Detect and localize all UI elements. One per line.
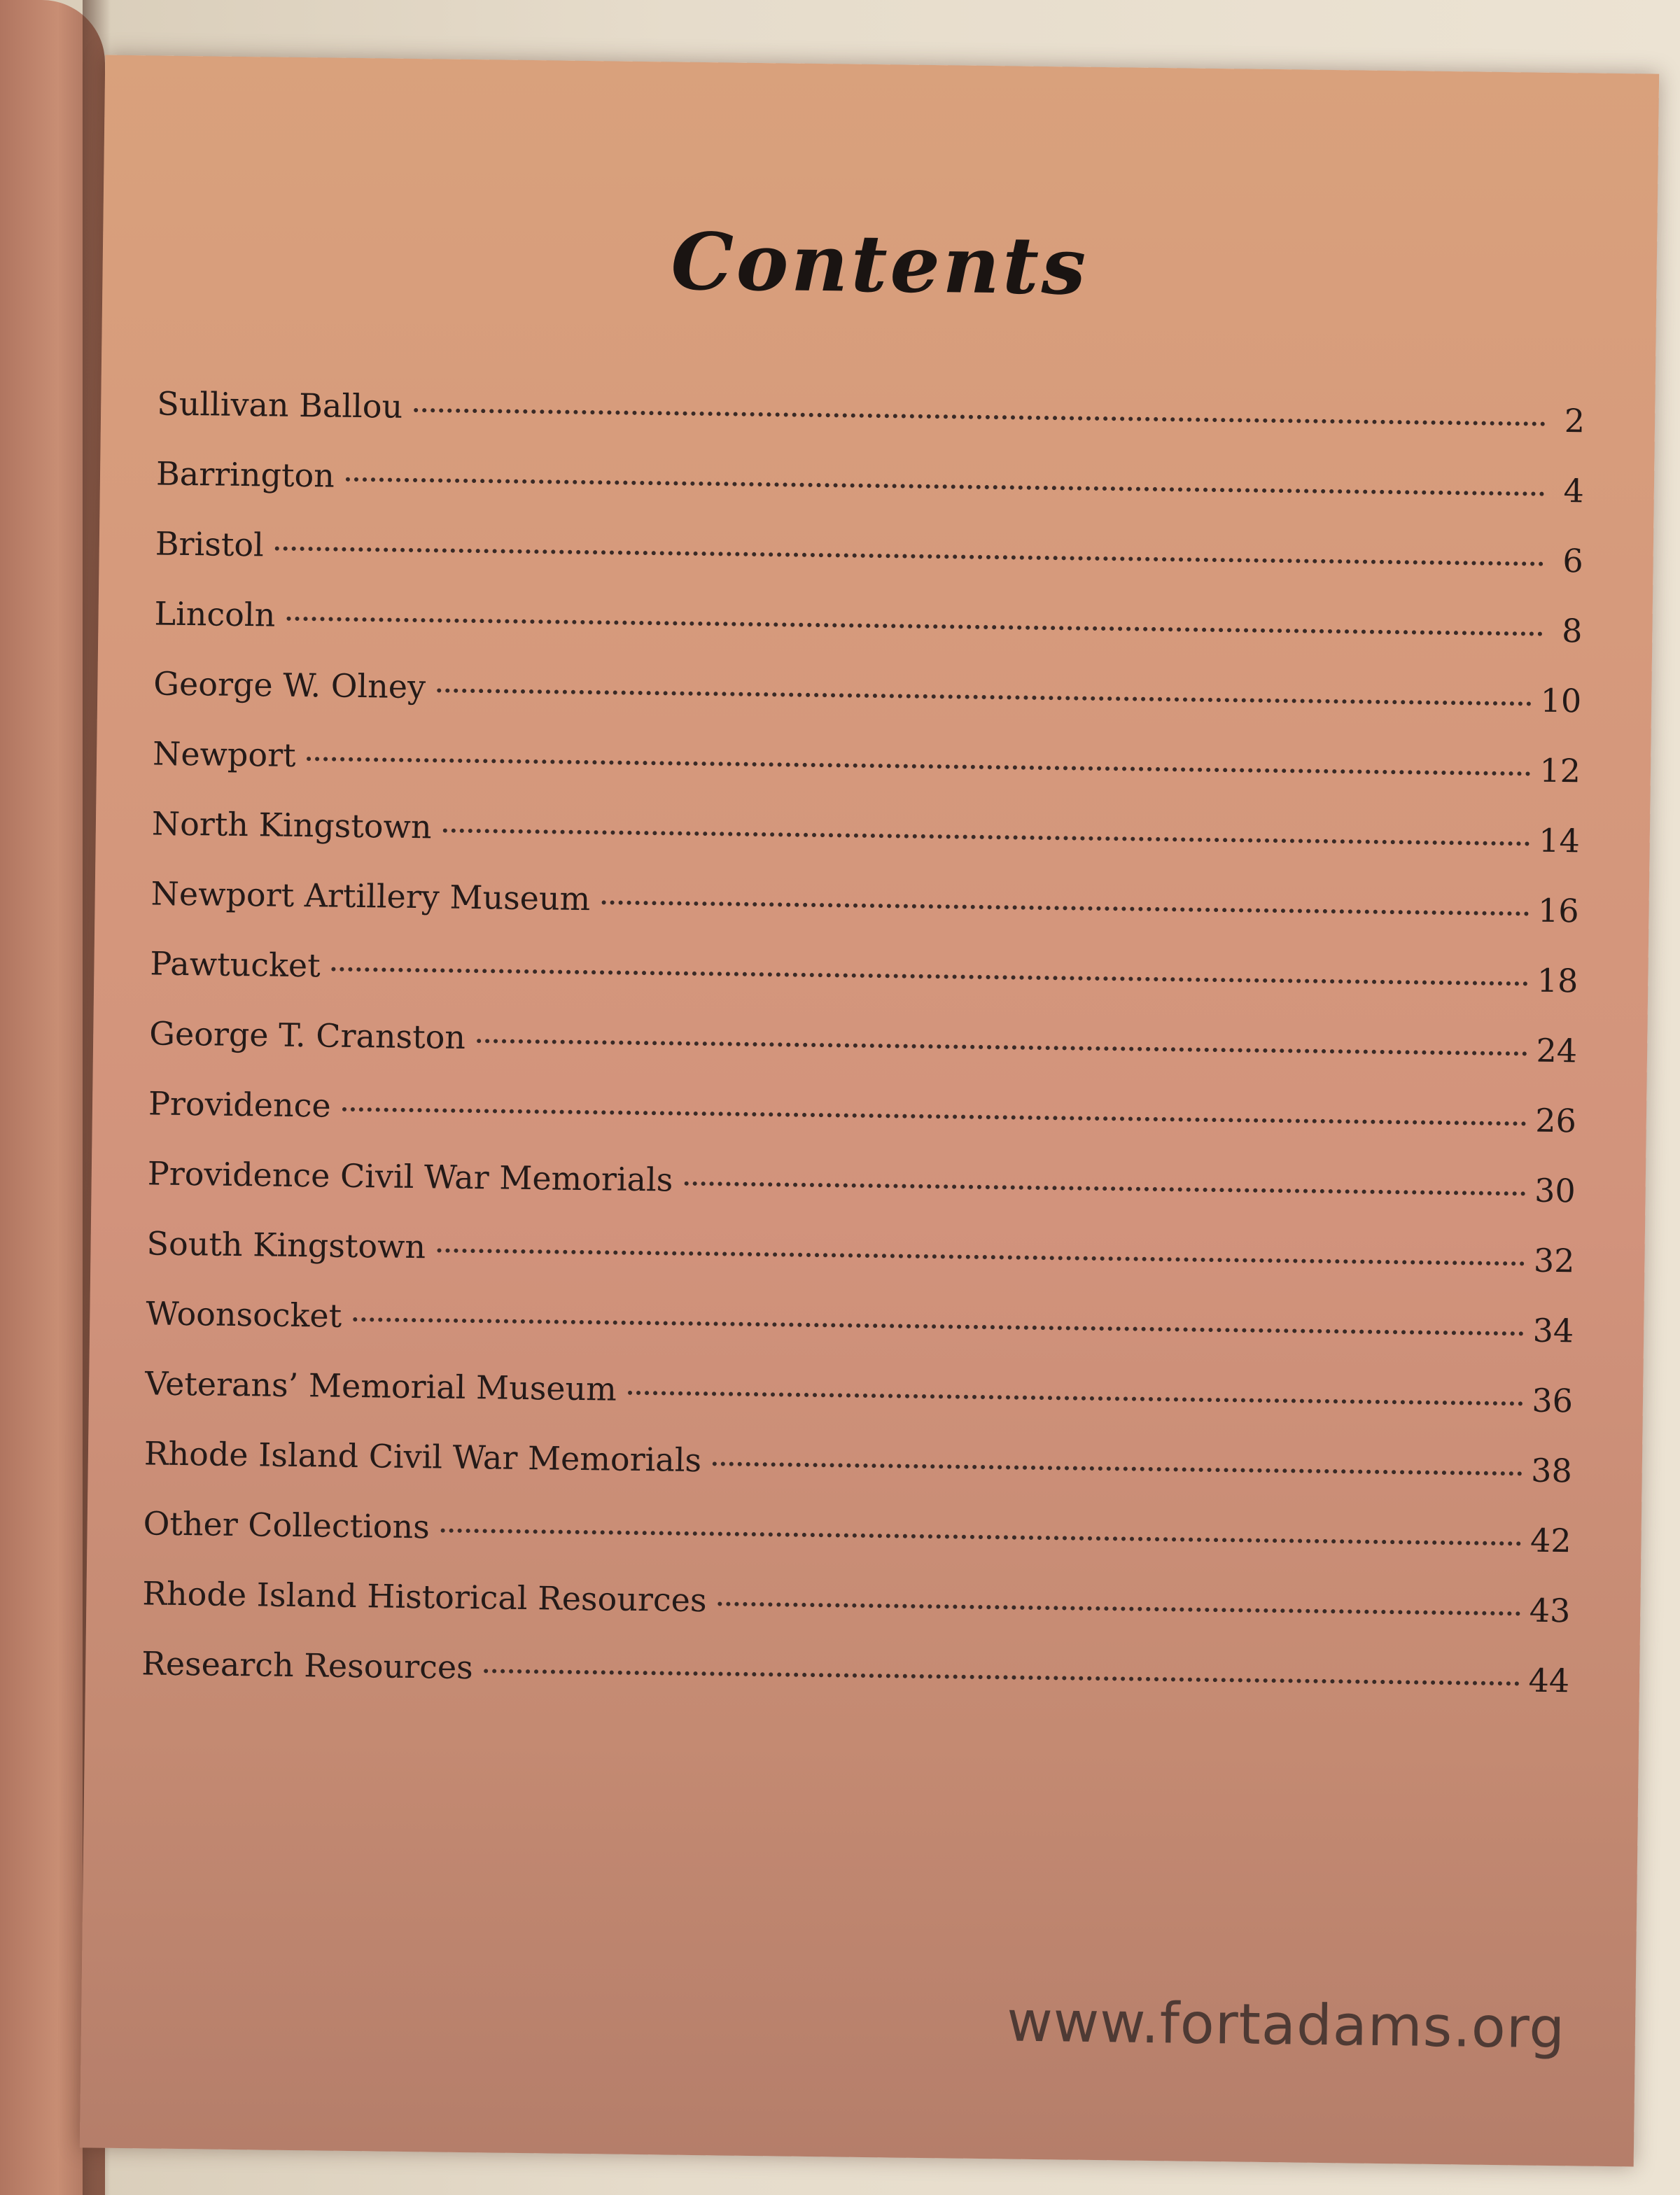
toc-entry-label: Sullivan Ballou: [156, 384, 403, 426]
toc-entry: [147, 1154, 1576, 1221]
dot-leader: [601, 900, 1530, 916]
toc-entry: [141, 1644, 1570, 1711]
toc-entry-page: 16: [1537, 891, 1579, 930]
toc-entry-label: North Kingstown: [151, 804, 432, 846]
toc-entry-page: 30: [1534, 1171, 1576, 1210]
contents-page: [80, 55, 1659, 2167]
dot-leader: [442, 829, 1530, 846]
toc-entry-label: Providence Civil War Memorials: [147, 1154, 673, 1199]
toc-entry-label: Other Collections: [143, 1504, 430, 1546]
toc-entry: [151, 804, 1580, 871]
toc-entry-label: Woonsocket: [146, 1294, 342, 1335]
dot-leader: [353, 1317, 1525, 1335]
toc-entry-label: Bristol: [155, 524, 265, 564]
website-url: www.fortadams.org: [1006, 1989, 1566, 2061]
toc-entry-page: 42: [1530, 1521, 1572, 1560]
toc-entry: [157, 384, 1586, 451]
toc-entry-label: Barrington: [155, 454, 335, 495]
dot-leader: [307, 757, 1532, 776]
dot-leader: [477, 1039, 1528, 1056]
toc-entry-label: Pawtucket: [150, 944, 321, 985]
toc-entry-page: 14: [1538, 821, 1581, 860]
dot-leader: [437, 688, 1532, 706]
dot-leader: [441, 1529, 1522, 1546]
toc-entry: [142, 1574, 1571, 1641]
toc-entry-page: 24: [1536, 1031, 1578, 1070]
toc-entry: [156, 454, 1585, 521]
toc-entry: [150, 874, 1579, 941]
toc-entry-label: Lincoln: [154, 594, 276, 634]
toc-entry-page: 4: [1563, 472, 1585, 510]
toc-entry: [148, 1084, 1577, 1151]
dot-leader: [286, 617, 1543, 636]
toc-entry-page: 6: [1562, 542, 1584, 580]
toc-entry-label: Providence: [148, 1084, 331, 1125]
toc-entry-page: 32: [1533, 1241, 1575, 1280]
dot-leader: [346, 477, 1545, 496]
toc-entry: [146, 1224, 1575, 1291]
toc-entry-label: Newport Artillery Museum: [150, 874, 591, 918]
toc-entry-label: Newport: [152, 734, 296, 774]
dot-leader: [342, 1107, 1527, 1126]
toc-entry-page: 34: [1532, 1311, 1574, 1350]
toc-entry: [154, 594, 1583, 661]
toc-entry-page: 2: [1564, 402, 1586, 440]
toc-entry-label: Rhode Island Civil War Memorials: [144, 1434, 702, 1480]
toc-entry-label: Veterans’ Memorial Museum: [144, 1364, 617, 1408]
dot-leader: [437, 1248, 1525, 1265]
dot-leader: [628, 1391, 1524, 1406]
toc-entry: [146, 1294, 1574, 1361]
dot-leader: [275, 547, 1544, 566]
page-title: Contents: [670, 216, 1089, 313]
toc-entry: [153, 664, 1582, 731]
dot-leader: [414, 408, 1546, 426]
toc-entry: [143, 1504, 1572, 1571]
toc-entry: [150, 944, 1578, 1011]
toc-entry: [145, 1364, 1574, 1431]
toc-entry-label: George W. Olney: [153, 664, 426, 706]
toc-entry-page: 12: [1539, 751, 1581, 790]
toc-entry-label: South Kingstown: [146, 1224, 426, 1266]
toc-entry: [153, 734, 1581, 801]
toc-entry-page: 18: [1536, 961, 1578, 1000]
dot-leader: [484, 1669, 1520, 1685]
toc-entry-label: Research Resources: [141, 1644, 474, 1687]
table-of-contents: [102, 384, 1656, 1700]
toc-entry-page: 8: [1561, 612, 1583, 650]
toc-entry-page: 44: [1528, 1661, 1570, 1700]
toc-entry: [144, 1434, 1572, 1501]
dot-leader: [718, 1601, 1520, 1615]
toc-entry-page: 38: [1530, 1451, 1573, 1490]
toc-entry-label: George T. Cranston: [148, 1014, 466, 1056]
toc-entry: [149, 1014, 1578, 1081]
toc-entry-page: 10: [1540, 681, 1582, 720]
dot-leader: [332, 967, 1529, 986]
dot-leader: [684, 1181, 1526, 1196]
toc-entry-page: 36: [1532, 1381, 1574, 1420]
toc-entry-label: Rhode Island Historical Resources: [142, 1574, 707, 1620]
dot-leader: [713, 1461, 1522, 1475]
toc-entry-page: 43: [1529, 1591, 1571, 1630]
toc-entry-page: 26: [1535, 1101, 1577, 1140]
toc-entry: [155, 524, 1583, 591]
